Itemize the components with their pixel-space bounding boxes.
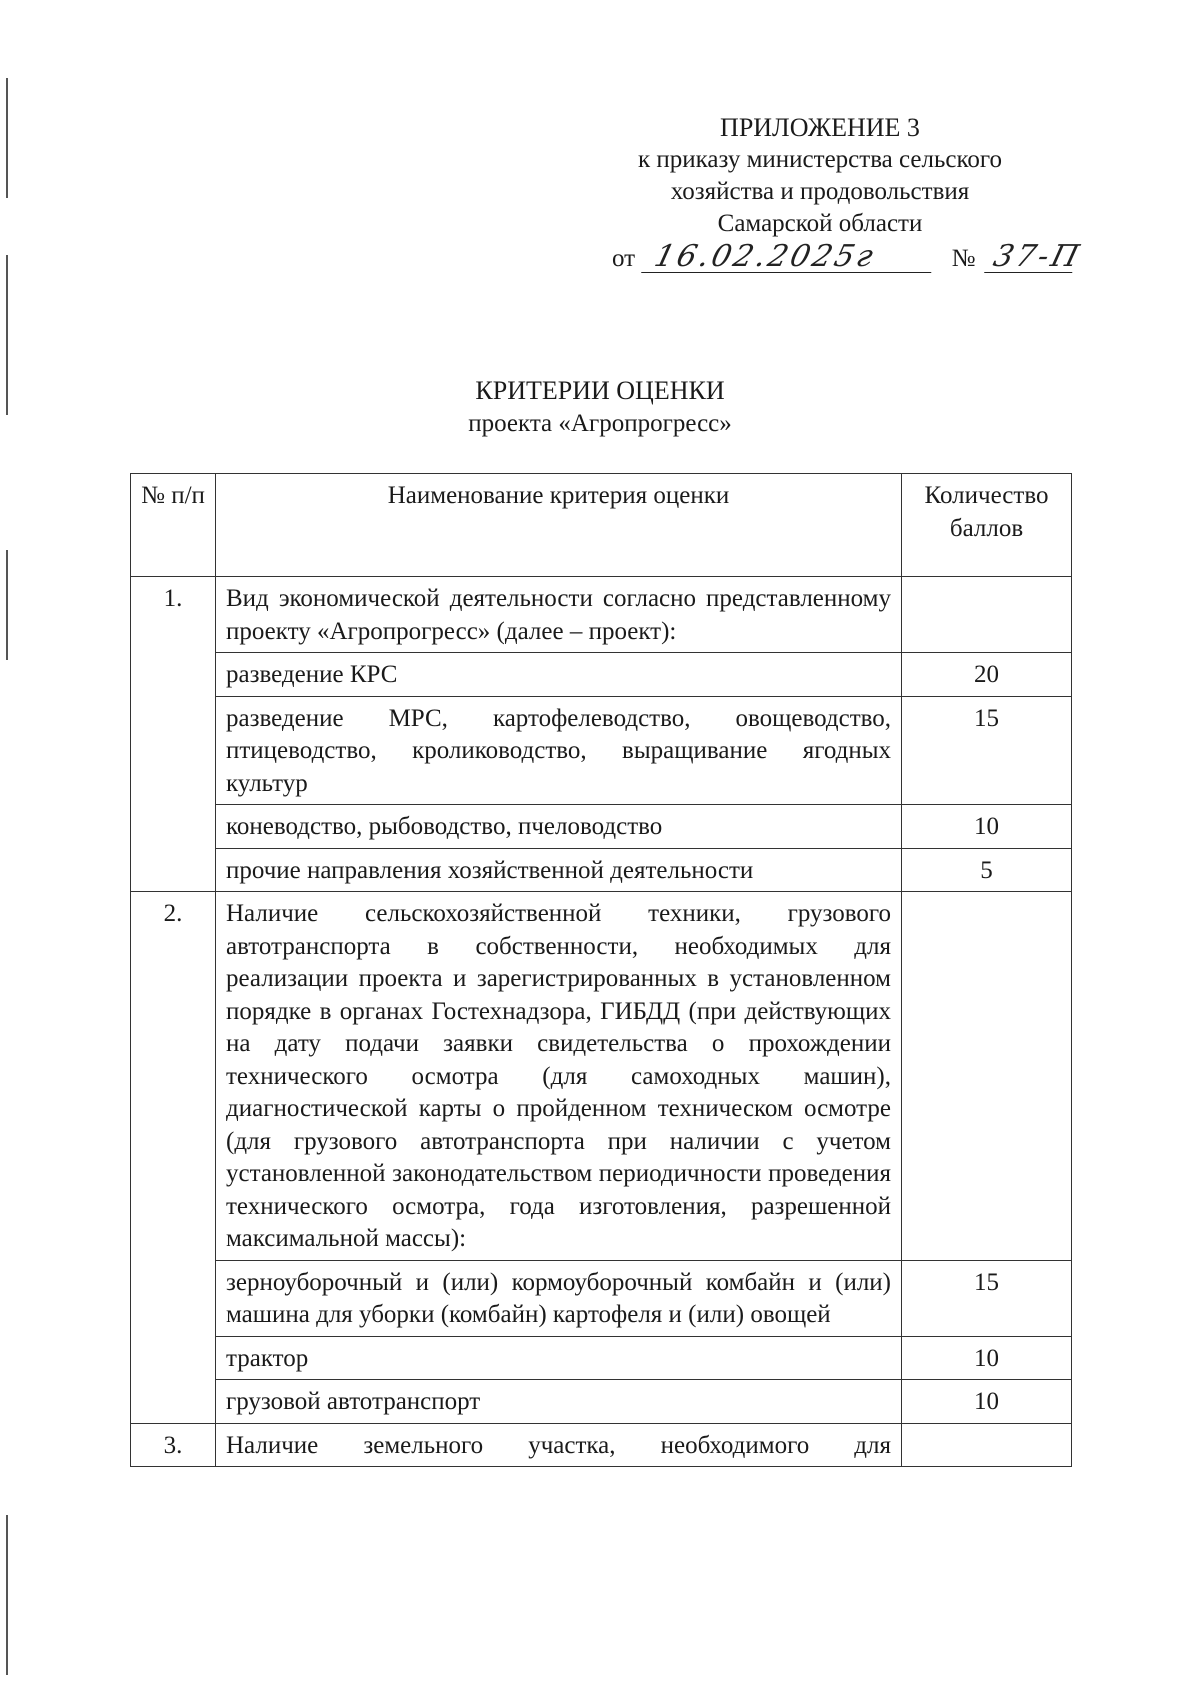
handwritten-date: 16.02.2025г [641,242,939,273]
header-num: № п/п [131,474,216,577]
appendix-line: хозяйства и продовольствия [670,178,970,205]
header-name: Наименование критерия оценки [216,474,902,577]
appendix-block [560,112,1080,240]
header-points: Количество баллов [902,474,1072,577]
document-heading [0,374,1200,440]
table-row [131,892,1072,1261]
handwritten-number: 37-П [984,242,1080,273]
item-text: грузовой автотранспорт [216,1380,902,1424]
points-cell [902,892,1072,1261]
table-row [131,805,1072,849]
criteria-table [130,473,1072,1467]
table-row [131,653,1072,697]
date-label: от [612,245,636,272]
table-row [131,696,1072,805]
row-number: 2. [131,892,216,1424]
number-label: № [951,245,976,272]
points-cell: 20 [902,653,1072,697]
points-cell: 15 [902,1260,1072,1336]
document-title: КРИТЕРИИ ОЦЕНКИ [475,376,725,405]
table-row [131,1260,1072,1336]
table-header-row [131,474,1072,577]
appendix-line: Самарской области [717,210,923,237]
item-text: прочие направления хозяйственной деятельности [216,848,902,892]
scan-margin-mark [6,1515,8,1675]
points-cell: 10 [902,805,1072,849]
table-row [131,1423,1072,1467]
order-date-line [612,239,1085,274]
item-text: зерноуборочный и (или) кормоуборочный комбайн и (или) машина для уборки (комбайн) картофеля и (или) овощей [216,1260,902,1336]
row-number: 1. [131,577,216,892]
row-number: 3. [131,1423,216,1467]
table-row [131,1336,1072,1380]
points-cell: 5 [902,848,1072,892]
appendix-title: ПРИЛОЖЕНИЕ 3 [720,113,920,142]
points-cell: 10 [902,1336,1072,1380]
document-subtitle: проекта «Агропрогресс» [468,410,732,437]
table-row [131,848,1072,892]
item-text: разведение МРС, картофелеводство, овощеводство, птицеводство, кролиководство, выращивание ягодных культур [216,696,902,805]
scan-margin-mark [6,78,8,198]
item-text: коневодство, рыбоводство, пчеловодство [216,805,902,849]
points-cell [902,577,1072,653]
item-text: разведение КРС [216,653,902,697]
criterion-text: Наличие земельного участка, необходимого для [216,1423,902,1467]
scan-margin-mark [6,550,8,660]
item-text: трактор [216,1336,902,1380]
appendix-line: к приказу министерства сельского [637,146,1002,173]
points-cell [902,1423,1072,1467]
criterion-text: Вид экономической деятельности согласно представленному проекту «Агропрогресс» (далее – проект): [216,577,902,653]
criterion-text: Наличие сельскохозяйственной техники, грузового автотранспорта в собственности, необходимых для реализации проекта и зарегистрированных в установленном порядке в органах Гостехнадзора, ГИБДД (при действующих на дату подачи заявки свидетельства о прохождении технического осмотра (для самоходных машин), диагностической карты о пройденном техническом осмотре (для грузового автотранспорта при наличии с учетом установленной законодательством периодичности проведения технического осмотра, года изготовления, разрешенной максимальной массы): [216,892,902,1261]
table-row [131,577,1072,653]
points-cell: 10 [902,1380,1072,1424]
points-cell: 15 [902,696,1072,805]
table-row [131,1380,1072,1424]
